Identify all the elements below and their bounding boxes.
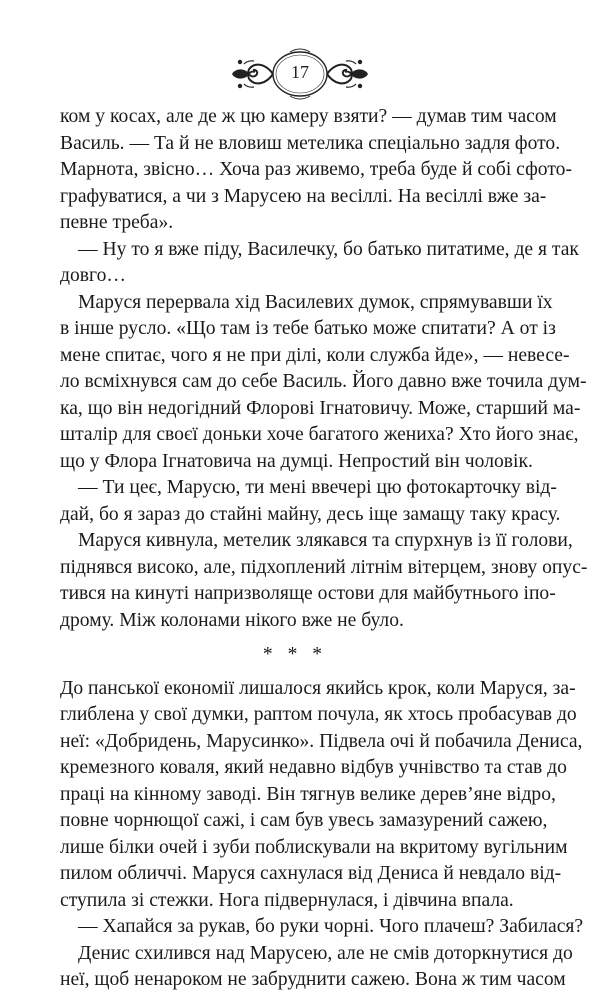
text-line: Василь. — Та й не вловиш метелика спеціально задля фото. (60, 132, 561, 154)
text-line: — Ти цеє, Марусю, ти мені ввечері цю фотокарточку від- (78, 477, 557, 498)
paragraph (60, 475, 561, 528)
section-gap (60, 668, 530, 676)
page-header (0, 48, 600, 100)
text-line: ка, що він недогідний Флорові Ігнатовичу. Може, старший ма- (60, 397, 581, 419)
paragraph (60, 914, 584, 941)
section-separator: * * * (262, 643, 328, 665)
text-line: графуватися, а чи з Марусею на весіллі. На весіллі вже за- (60, 185, 547, 207)
paragraph (60, 676, 583, 915)
paragraph (60, 104, 572, 237)
text-line: що у Флора Ігнатовича на думці. Непростий він чоловік. (60, 450, 533, 472)
text-line: лише білки очей і зуби поблискували на вкритому вугільним (60, 836, 568, 858)
paragraph (60, 528, 588, 634)
text-line: Маруся кивнула, метелик злякався та спурхнув із її голови, (78, 530, 573, 551)
text-line: Денис схилився над Марусею, але не смів доторкнутися до (78, 942, 573, 964)
text-line: в інше русло. «Що там із тебе батько може спитати? А от із (60, 318, 556, 339)
paragraph (60, 237, 579, 290)
text-line: — Хапайся за рукав, бо руки чорні. Чого плачеш? Забилася? (78, 916, 584, 937)
text-line: пилом обличчі. Маруся сахнулася від Дениса й невдало від- (60, 863, 562, 884)
text-line: дай, бо я зараз до стайні майну, десь іще замащу таку красу. (60, 503, 561, 525)
text-line: неї, щоб ненароком не забруднити сажею. Вона ж тим часом (60, 969, 566, 990)
text-line: тився на кинуті напризволяще остови для майбутнього іпо- (60, 583, 556, 604)
text-line: ком у косах, але де ж цю камеру взяти? — думав тим часом (60, 106, 557, 127)
text-line: До панської економії лишалося якийсь крок, коли Маруся, за- (60, 677, 576, 699)
text-line: кремезного коваля, який недавно відбув учнівство та став до (60, 757, 567, 778)
text-line: — Ну то я вже піду, Василечку, бо батько питатиме, де я так (78, 238, 579, 260)
text-line: повне чорнющої сажі, і сам був увесь замазурений сажею, (60, 810, 548, 831)
text-line: Марнота, звісно… Хоча раз живемо, треба буде й собі сфото- (60, 159, 572, 180)
text-line: праці на кінному заводі. Він тягнув велике дерев’яне відро, (60, 783, 556, 805)
text-line: довго… (60, 265, 126, 286)
section-gap (60, 634, 530, 642)
text-line: ступила зі стежки. Нога підвернулася, і дівчина впала. (60, 889, 514, 911)
text-line: неї: «Добридень, Марусинко». Підвела очі й побачила Дениса, (60, 730, 583, 752)
page-number: 17 (291, 62, 309, 82)
body-text (60, 104, 588, 994)
text-line: дрому. Між колонами нікого вже не було. (60, 609, 404, 631)
text-line: певне треба». (60, 212, 174, 233)
text-line: шталір для своєї доньки хоче багатого жениха? Хто його знає, (60, 424, 579, 445)
text-line: глиблена у свої думки, раптом почула, як хтось пробасував до (60, 704, 577, 725)
text-line: мене спитає, чого я не при ділі, коли служба йде», — невесе- (60, 344, 570, 366)
text-line: піднявся високо, але, підхоплений літнім вітерцем, знову опус- (60, 556, 588, 578)
paragraph (60, 941, 573, 994)
paragraph (60, 290, 587, 476)
text-line: Маруся перервала хід Василевих думок, спрямувавши їх (78, 291, 553, 313)
text-line: ло всміхнувся сам до себе Василь. Його давно вже точила дум- (60, 371, 587, 392)
